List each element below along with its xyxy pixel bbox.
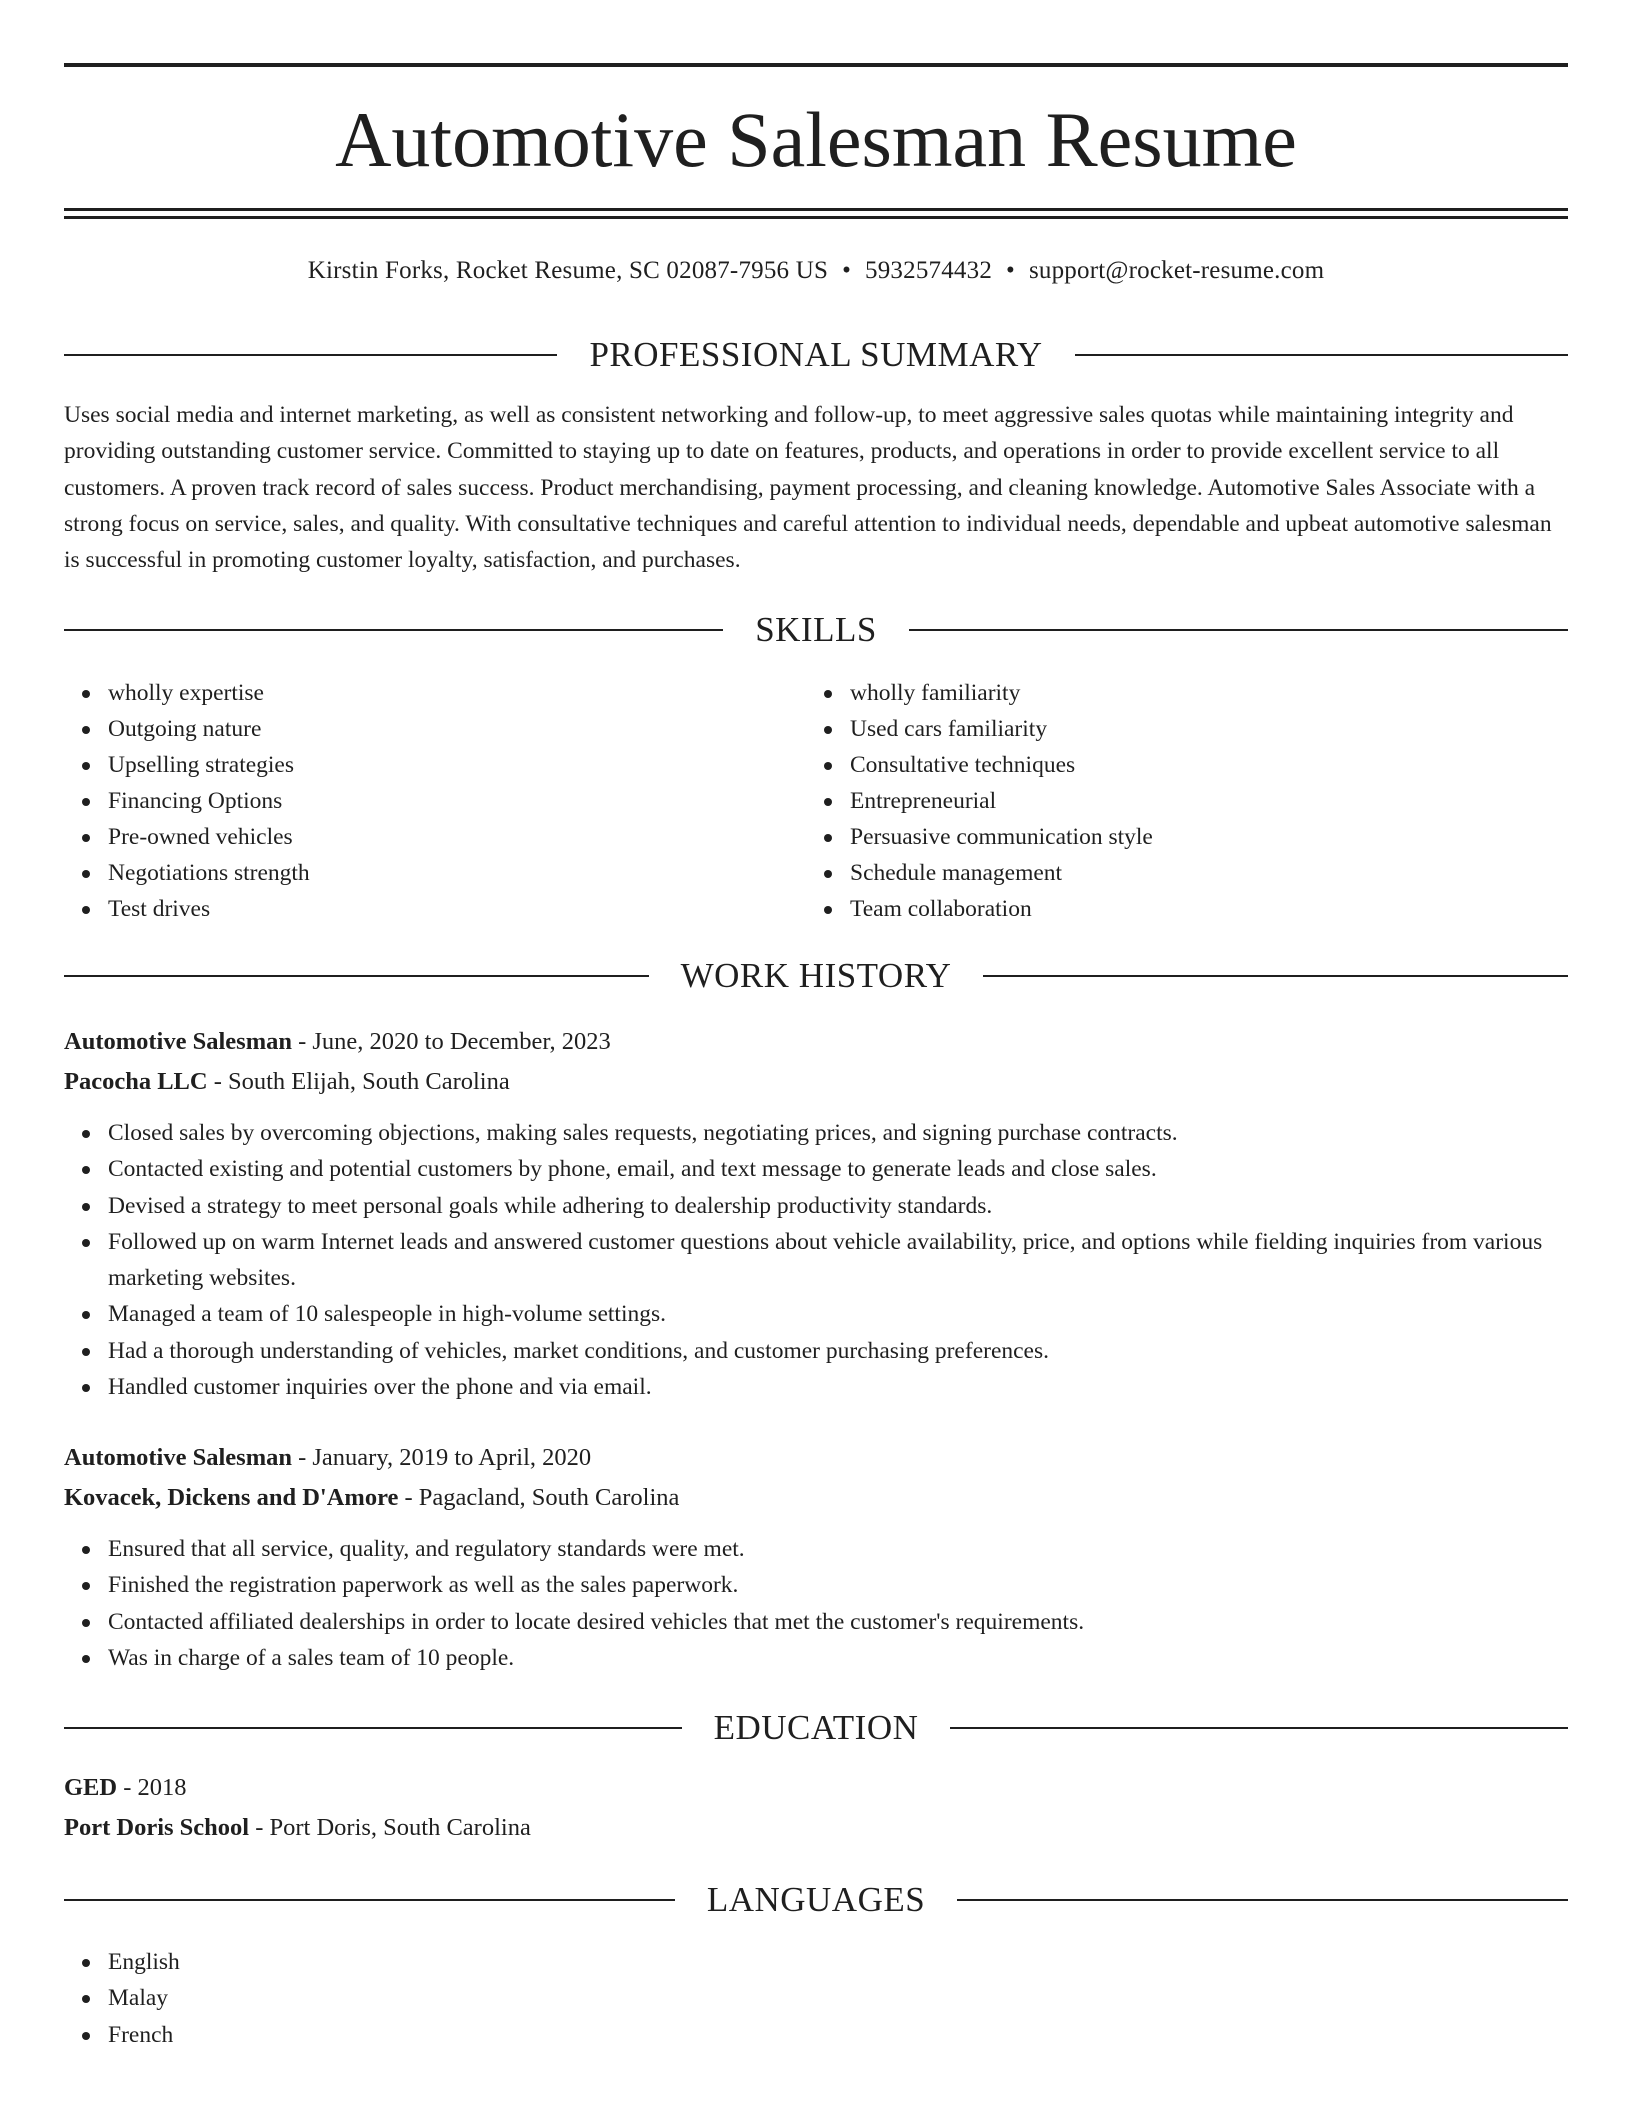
section-heading-skills — [64, 608, 1568, 652]
skill-item: Financing Options — [108, 783, 808, 819]
heading-rule — [983, 975, 1568, 977]
job-bullets — [64, 1115, 1612, 1405]
section-title: WORK HISTORY — [680, 956, 952, 995]
language-item: English — [108, 1944, 1612, 1980]
job-entry — [64, 1022, 1568, 1102]
job-bullet: Devised a strategy to meet personal goals while adhering to dealership productivity standards. — [108, 1188, 1612, 1224]
languages-list — [64, 1944, 1612, 2053]
education-school: Port Doris School — [64, 1814, 250, 1841]
top-rule — [64, 63, 1568, 67]
skills-list-left — [64, 675, 808, 927]
job-bullet: Was in charge of a sales team of 10 people. — [108, 1640, 1612, 1676]
education-location: - Port Doris, South Carolina — [249, 1814, 531, 1841]
skill-item: Used cars familiarity — [850, 711, 1550, 747]
contact-separator: • — [1006, 257, 1015, 284]
section-heading-work — [64, 954, 1568, 998]
skill-item: Schedule management — [850, 855, 1550, 891]
summary-block — [64, 397, 1568, 578]
contact-line — [64, 254, 1568, 288]
job-location: - South Elijah, South Carolina — [207, 1068, 510, 1095]
heading-rule — [64, 629, 723, 631]
job-company-line — [64, 1478, 1568, 1518]
job-dates: - January, 2019 to April, 2020 — [291, 1444, 592, 1471]
heading-rule — [1075, 354, 1568, 356]
job-bullet: Ensured that all service, quality, and regulatory standards were met. — [108, 1531, 1612, 1567]
contact-email: support@rocket-resume.com — [1028, 257, 1325, 284]
job-bullet: Closed sales by overcoming objections, making sales requests, negotiating prices, and signing purchase contracts. — [108, 1115, 1612, 1151]
job-bullet: Finished the registration paperwork as well as the sales paperwork. — [108, 1567, 1612, 1603]
skill-item: wholly familiarity — [850, 675, 1550, 711]
job-bullet: Contacted existing and potential customers by phone, email, and text message to generate leads and close sales. — [108, 1151, 1612, 1187]
skill-item: Entrepreneurial — [850, 783, 1550, 819]
education-year: - 2018 — [117, 1774, 187, 1801]
job-bullets — [64, 1531, 1612, 1676]
section-heading-languages — [64, 1878, 1568, 1922]
section-title: EDUCATION — [713, 1708, 919, 1747]
skill-item: Consultative techniques — [850, 747, 1550, 783]
heading-rule — [957, 1899, 1568, 1901]
language-item: Malay — [108, 1980, 1612, 2016]
skill-item: Persuasive communication style — [850, 819, 1550, 855]
contact-address: Kirstin Forks, Rocket Resume, SC 02087-7956 US — [307, 257, 829, 284]
job-title: Automotive Salesman — [64, 1444, 292, 1471]
section-heading-summary — [64, 333, 1568, 377]
job-bullet: Had a thorough understanding of vehicles, market conditions, and customer purchasing preferences. — [108, 1333, 1612, 1369]
job-bullet: Followed up on warm Internet leads and answered customer questions about vehicle availability, price, and options while fielding inquiries from various marketing websites. — [108, 1224, 1612, 1297]
contact-phone: 5932574432 — [865, 257, 993, 284]
heading-rule — [950, 1727, 1568, 1729]
job-company: Pacocha LLC — [64, 1068, 208, 1095]
title-rule-upper — [64, 208, 1568, 211]
heading-rule — [64, 1727, 682, 1729]
skill-item: Negotiations strength — [108, 855, 808, 891]
heading-rule — [64, 1899, 675, 1901]
education-degree: GED — [64, 1774, 118, 1801]
job-title: Automotive Salesman — [64, 1028, 292, 1055]
education-entry — [64, 1768, 1568, 1848]
section-title: PROFESSIONAL SUMMARY — [589, 335, 1043, 374]
contact-separator: • — [842, 257, 852, 284]
heading-rule — [64, 975, 649, 977]
skill-item: Team collaboration — [850, 891, 1550, 927]
title-rule-lower — [64, 216, 1568, 219]
job-bullet: Managed a team of 10 salespeople in high-volume settings. — [108, 1296, 1612, 1332]
skill-item: wholly expertise — [108, 675, 808, 711]
section-title: LANGUAGES — [706, 1880, 926, 1919]
education-degree-line — [64, 1768, 1568, 1808]
section-heading-education — [64, 1706, 1568, 1750]
job-dates: - June, 2020 to December, 2023 — [291, 1028, 611, 1055]
skill-item: Pre-owned vehicles — [108, 819, 808, 855]
heading-rule — [64, 354, 557, 356]
skill-item: Upselling strategies — [108, 747, 808, 783]
skills-list-right — [806, 675, 1550, 927]
education-school-line — [64, 1808, 1568, 1848]
section-title: SKILLS — [755, 610, 877, 649]
skill-item: Outgoing nature — [108, 711, 808, 747]
skill-item: Test drives — [108, 891, 808, 927]
job-title-line — [64, 1438, 1568, 1478]
job-title-line — [64, 1022, 1568, 1062]
job-bullet: Contacted affiliated dealerships in order to locate desired vehicles that met the customer's requirements. — [108, 1604, 1612, 1640]
job-location: - Pagacland, South Carolina — [398, 1484, 680, 1511]
language-item: French — [108, 2017, 1612, 2053]
heading-rule — [909, 629, 1568, 631]
job-bullet: Handled customer inquiries over the phone and via email. — [108, 1369, 1612, 1405]
job-entry — [64, 1438, 1568, 1518]
job-company-line — [64, 1062, 1568, 1102]
page-title: Automotive Salesman Resume — [335, 96, 1297, 183]
summary-text: Uses social media and internet marketing, as well as consistent networking and follow-up, to meet aggressive sales quotas while maintaining integrity and providing outstanding customer service. Committed to staying up to date on features, products, and operations in order to provide excellent service to all customers. A proven track record of sales success. Product merchandising, payment processing, and cleaning knowledge. Automotive Sales Associate with a strong focus on service, sales, and quality. With consultative techniques and careful attention to individual needs, dependable and upbeat automotive salesman is successful in promoting customer loyalty, satisfaction, and purchases. — [64, 402, 1552, 574]
job-company: Kovacek, Dickens and D'Amore — [64, 1484, 399, 1511]
